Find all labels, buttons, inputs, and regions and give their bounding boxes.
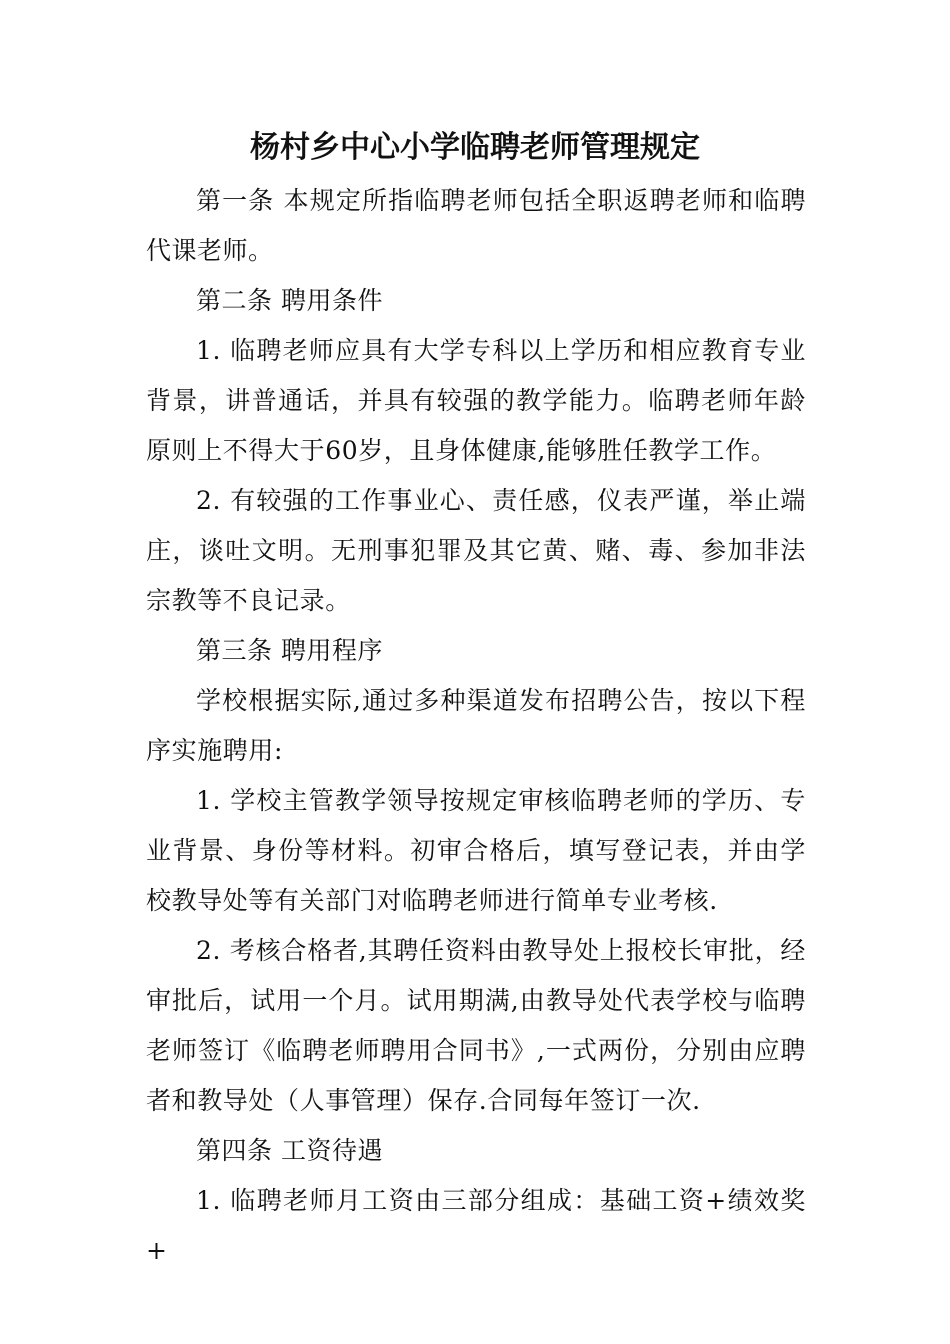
article-3-item-2: 2. 考核合格者,其聘任资料由教导处上报校长审批，经审批后，试用一个月。试用期满,由教导处代表学校与临聘老师签订《临聘老师聘用合同书》,一式两份，分别由应聘者和教导处（人事管理）保存.合同每年签订一次. [146, 936, 806, 1115]
article-2-heading: 第二条 聘用条件 [196, 286, 383, 315]
article-4-heading: 第四条 工资待遇 [196, 1136, 383, 1165]
article-2-item-2: 2. 有较强的工作事业心、责任感，仪表严谨，举止端庄，谈吐文明。无刑事犯罪及其它黄、赌、毒、参加非法宗教等不良记录。 [146, 486, 806, 615]
article-4-item-1: 1. 临聘老师月工资由三部分组成：基础工资+绩效奖+ [146, 1186, 806, 1265]
article-2-item-1: 1. 临聘老师应具有大学专科以上学历和相应教育专业背景，讲普通话，并具有较强的教学能力。临聘老师年龄原则上不得大于60岁，且身体健康,能够胜任教学工作。 [146, 336, 806, 465]
article-3-intro: 学校根据实际,通过多种渠道发布招聘公告，按以下程序实施聘用: [146, 686, 806, 765]
document-body [146, 176, 806, 1276]
article-3-heading: 第三条 聘用程序 [196, 636, 383, 665]
article-3-item-1: 1. 学校主管教学领导按规定审核临聘老师的学历、专业背景、身份等材料。初审合格后，填写登记表，并由学校教导处等有关部门对临聘老师进行简单专业考核. [146, 786, 806, 915]
document-title: 杨村乡中心小学临聘老师管理规定 [250, 130, 700, 165]
article-1-paragraph: 第一条 本规定所指临聘老师包括全职返聘老师和临聘代课老师。 [146, 186, 806, 265]
